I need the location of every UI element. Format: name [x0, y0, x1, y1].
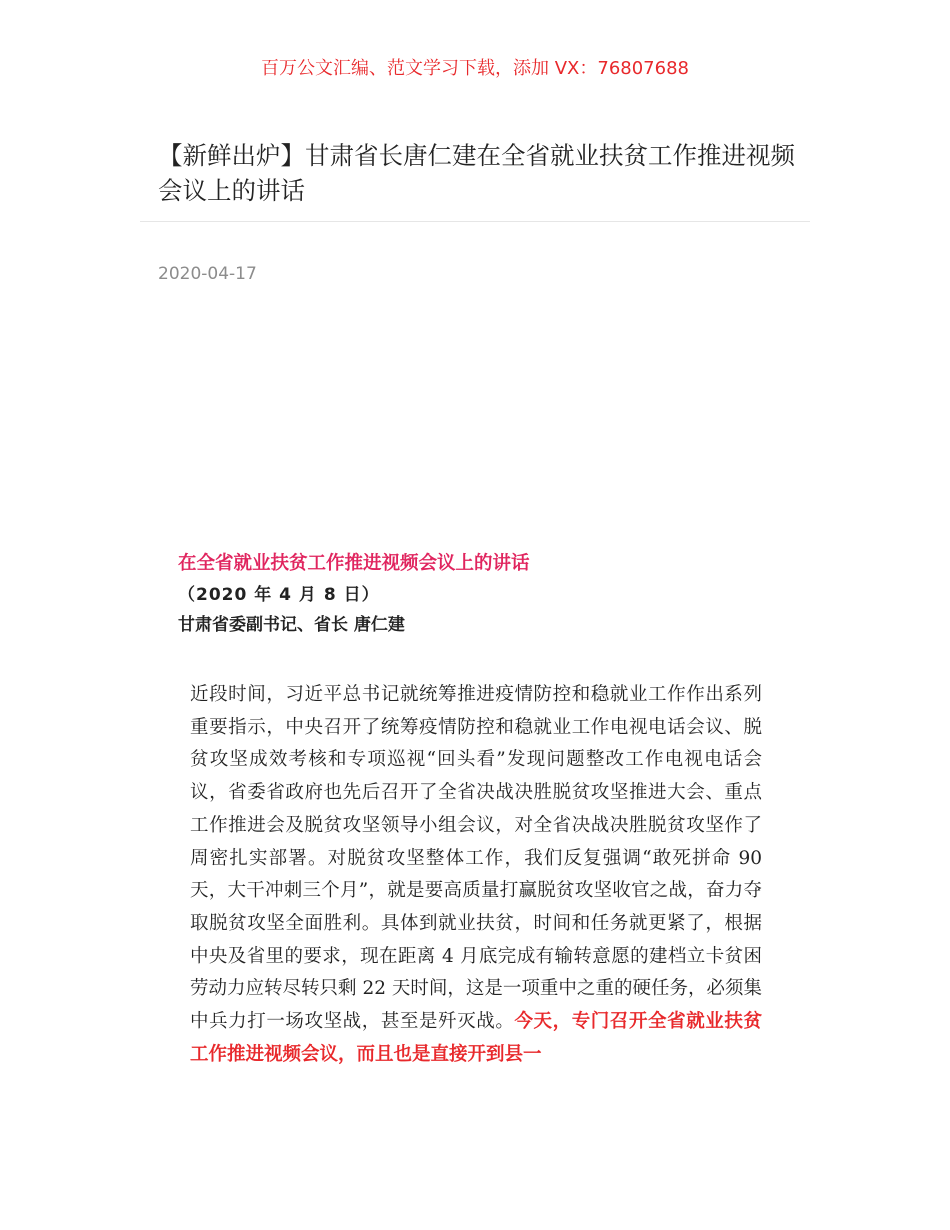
article-title: 【新鲜出炉】甘肃省长唐仁建在全省就业扶贫工作推进视频会议上的讲话 — [158, 141, 795, 205]
article-header — [140, 138, 810, 208]
speech-date: （2020 年 4 月 8 日） — [178, 585, 380, 605]
title-divider — [140, 221, 810, 222]
speech-header — [178, 550, 798, 640]
highlighted-text: 今天，专门召开全省就业扶贫工作推进视频会议，而且也是直接开到县一 — [190, 1011, 762, 1065]
watermark-text: 百万公文汇编、范文学习下载，添加 VX：76807688 — [261, 58, 689, 79]
paragraph-text: 近段时间，习近平总书记就统筹推进疫情防控和稳就业工作作出系列重要指示，中央召开了统筹疫情防控和稳就业工作电视电话会议、脱贫攻坚成效考核和专项巡视“回头看”发现问题整改工作电视电话会议，省委省政府也先后召开了全省决战决胜脱贫攻坚推进大会、重点工作推进会及脱贫攻坚领导小组会议，对全省决战决胜脱贫攻坚作了周密扎实部署。对脱贫攻坚整体工作，我们反复强调“敢死拼命 90 天，大干冲刺三个月”，就是要高质量打赢脱贫攻坚收官之战，奋力夺取脱贫攻坚全面胜利。具体到就业扶贫，时间和任务就更紧了，根据中央及省里的要求，现在距离 4 月底完成有输转意愿的建档立卡贫困劳动力应转尽转只剩 22 天时间，这是一项重中之重的硬任务，必须集中兵力打一场攻坚战，甚至是歼灭战。 — [190, 684, 762, 1033]
speech-author: 甘肃省委副书记、省长 唐仁建 — [178, 615, 405, 635]
speech-title: 在全省就业扶贫工作推进视频会议上的讲话 — [178, 553, 530, 574]
speech-paragraph — [190, 679, 762, 1071]
publish-date: 2020-04-17 — [158, 264, 257, 284]
